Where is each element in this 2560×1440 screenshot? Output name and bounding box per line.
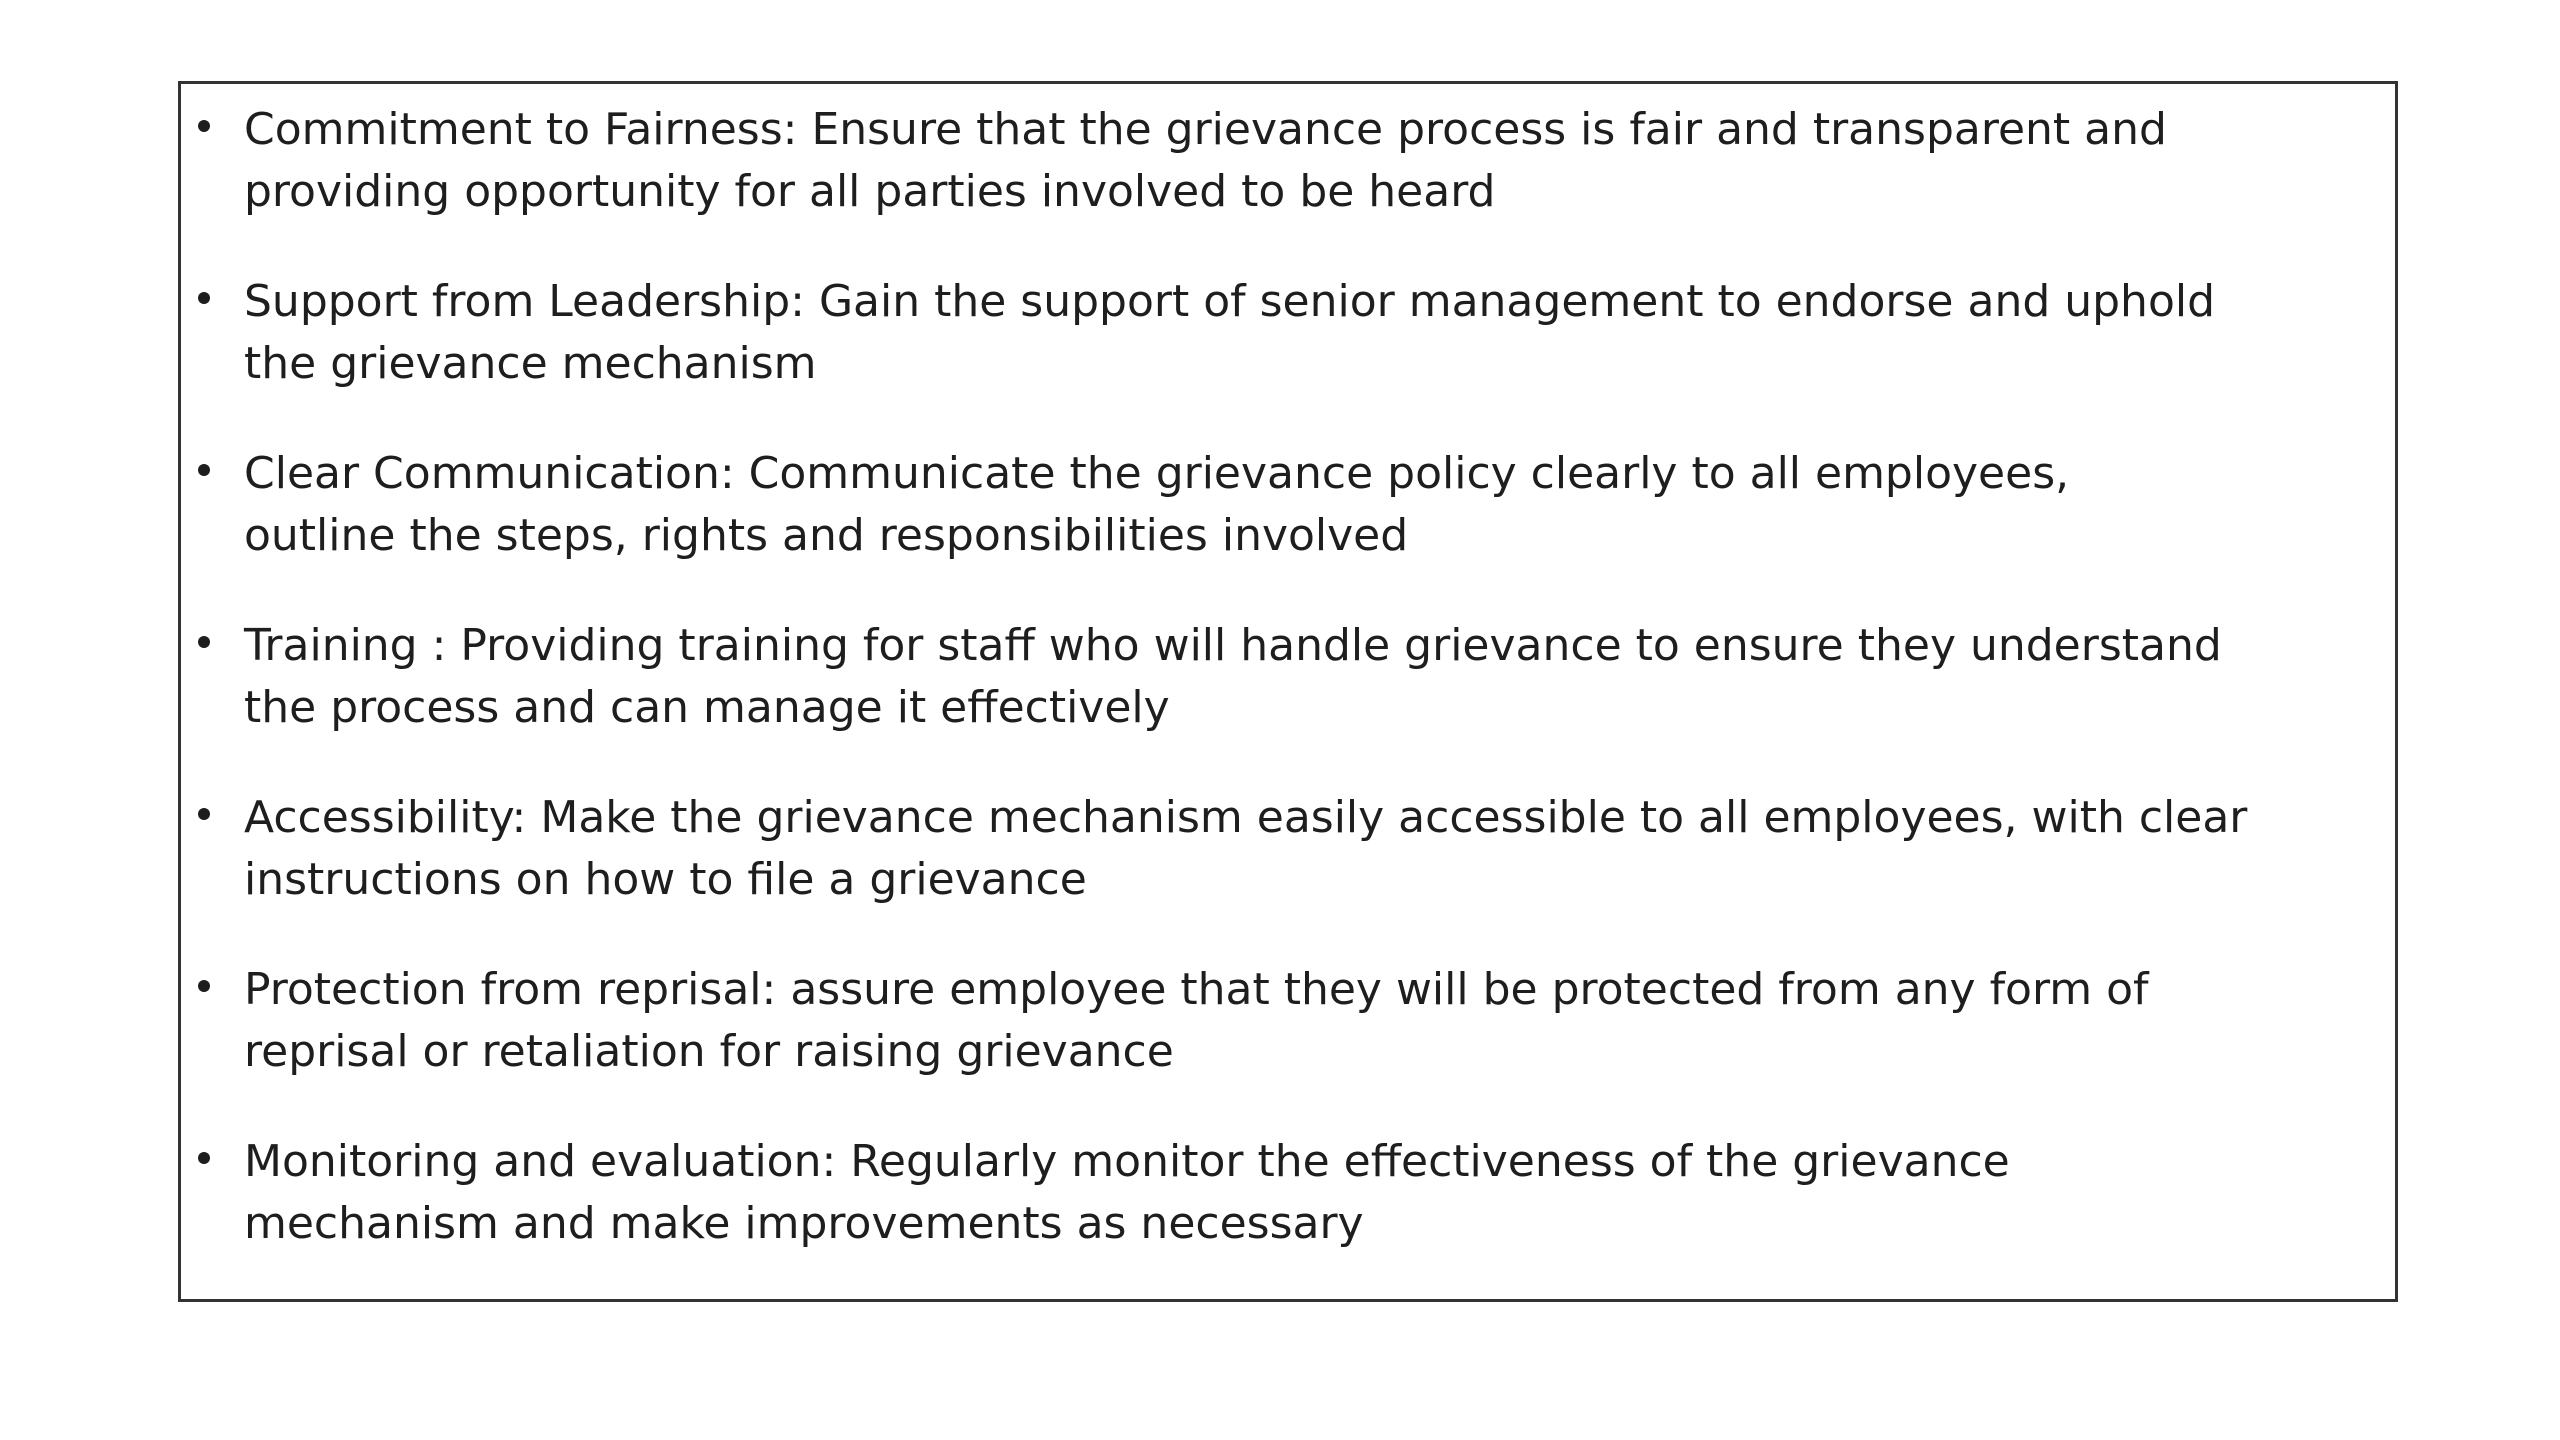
bullet-dot-icon — [198, 1152, 210, 1164]
bullet-text — [244, 787, 2374, 911]
bullet-item-monitoring — [181, 1131, 2395, 1271]
bullet-line: mechanism and make improvements as necessary — [244, 1198, 1364, 1249]
bullet-item-protection — [181, 959, 2395, 1099]
bullet-dot-icon — [198, 636, 210, 648]
bullet-dot-icon — [198, 120, 210, 132]
bullet-text — [244, 443, 2374, 567]
bullet-line: outline the steps, rights and responsibilities involved — [244, 510, 1409, 561]
bullet-text — [244, 1131, 2374, 1255]
bullet-line: Support from Leadership: Gain the support of senior management to endorse and uphold — [244, 276, 2216, 327]
bullet-dot-icon — [198, 980, 210, 992]
bullet-dot-icon — [198, 292, 210, 304]
slide-content-box — [178, 81, 2398, 1302]
bullet-line: Commitment to Fairness: Ensure that the grievance process is fair and transparent and — [244, 104, 2167, 155]
bullet-item-training — [181, 615, 2395, 755]
bullet-line: Training : Providing training for staff who will handle grievance to ensure they understand — [244, 620, 2222, 671]
bullet-line: Monitoring and evaluation: Regularly monitor the effectiveness of the grievance — [244, 1136, 2010, 1187]
bullet-item-communication — [181, 443, 2395, 583]
bullet-line: instructions on how to file a grievance — [244, 854, 1087, 905]
bullet-line: the process and can manage it effectively — [244, 682, 1170, 733]
bullet-line: Clear Communication: Communicate the grievance policy clearly to all employees, — [244, 448, 2070, 499]
bullet-line: Protection from reprisal: assure employee that they will be protected from any form of — [244, 964, 2149, 1015]
bullet-item-accessibility — [181, 787, 2395, 927]
bullet-text — [244, 271, 2374, 395]
bullet-text — [244, 99, 2374, 223]
bullet-line: reprisal or retaliation for raising grievance — [244, 1026, 1174, 1077]
bullet-dot-icon — [198, 808, 210, 820]
bullet-item-fairness — [181, 99, 2395, 239]
bullet-dot-icon — [198, 464, 210, 476]
bullet-line: providing opportunity for all parties involved to be heard — [244, 166, 1496, 217]
bullet-text — [244, 959, 2374, 1083]
bullet-item-leadership — [181, 271, 2395, 411]
bullet-line: the grievance mechanism — [244, 338, 817, 389]
bullet-line: Accessibility: Make the grievance mechanism easily accessible to all employees, with clear — [244, 792, 2248, 843]
bullet-text — [244, 615, 2374, 739]
